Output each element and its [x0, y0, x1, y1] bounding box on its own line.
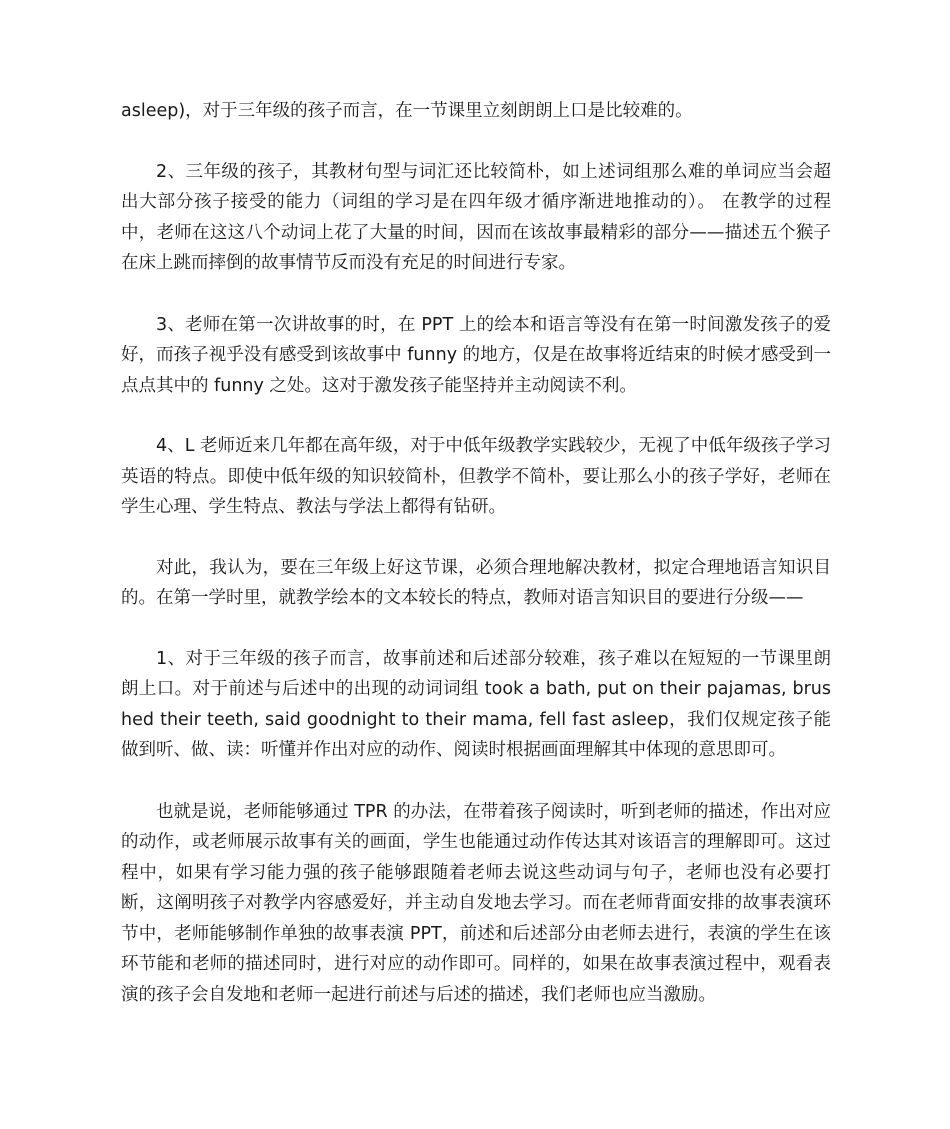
- paragraph-level-1: 1、对于三年级的孩子而言，故事前述和后述部分较难，孩子难以在短短的一节课里朗朗上口。对于前述与后述中的出现的动词词组 took a bath, put on their pajamas, brushed their teeth, said goodnight to their mama, fell fast asleep，我们仅规定孩子能做到听、做、读：听懂并作出对应的动作、阅读时根据画面理解其中体现的意思即可。: [121, 648, 831, 760]
- paragraph-point-3: 3、老师在第一次讲故事的时，在 PPT 上的绘本和语言等没有在第一时间激发孩子的爱好，而孩子视乎没有感受到该故事中 funny 的地方，仅是在故事将近结束的时候才感受到一点点其中的 funny 之处。这对于激发孩子能坚持并主动阅读不利。: [121, 314, 831, 396]
- paragraph-continuation: asleep)，对于三年级的孩子而言，在一节课里立刻朗朗上口是比较难的。: [121, 101, 693, 121]
- document-body: [121, 96, 831, 1010]
- paragraph-response: 对此，我认为，要在三年级上好这节课，必须合理地解决教材，拟定合理地语言知识目的。在第一学时里，就教学绘本的文本较长的特点，教师对语言知识目的要进行分级——: [121, 557, 831, 608]
- paragraph-point-4: 4、L 老师近来几年都在高年级，对于中低年级教学实践较少，无视了中低年级孩子学习英语的特点。即使中低年级的知识较简朴，但教学不简朴，要让那么小的孩子学好，老师在学生心理、学生特点、教法与学法上都得有钻研。: [121, 436, 831, 517]
- paragraph-point-2: 2、三年级的孩子，其教材句型与词汇还比较简朴，如上述词组那么难的单词应当会超出大部分孩子接受的能力（词组的学习是在四年级才循序渐进地推动的）。 在教学的过程中，老师在这这八个动词上花了大量的时间，因而在该故事最精彩的部分——描述五个猴子在床上跳而摔倒的故事情节反而没有充足的时间进行专家。: [121, 161, 831, 273]
- paragraph-tpr-method: 也就是说，老师能够通过 TPR 的办法，在带着孩子阅读时，听到老师的描述，作出对应的动作，或老师展示故事有关的画面，学生也能通过动作传达其对该语言的理解即可。这过程中，如果有学习能力强的孩子能够跟随着老师去说这些动词与句子，老师也没有必要打断，这阐明孩子对教学内容感爱好，并主动自发地去学习。而在老师背面安排的故事表演环节中，老师能够制作单独的故事表演 PPT，前述和后述部分由老师去进行，表演的学生在该环节能和老师的描述同时，进行对应的动作即可。同样的，如果在故事表演过程中，观看表演的孩子会自发地和老师一起进行前述与后述的描述，我们老师也应当激励。: [121, 801, 831, 1005]
